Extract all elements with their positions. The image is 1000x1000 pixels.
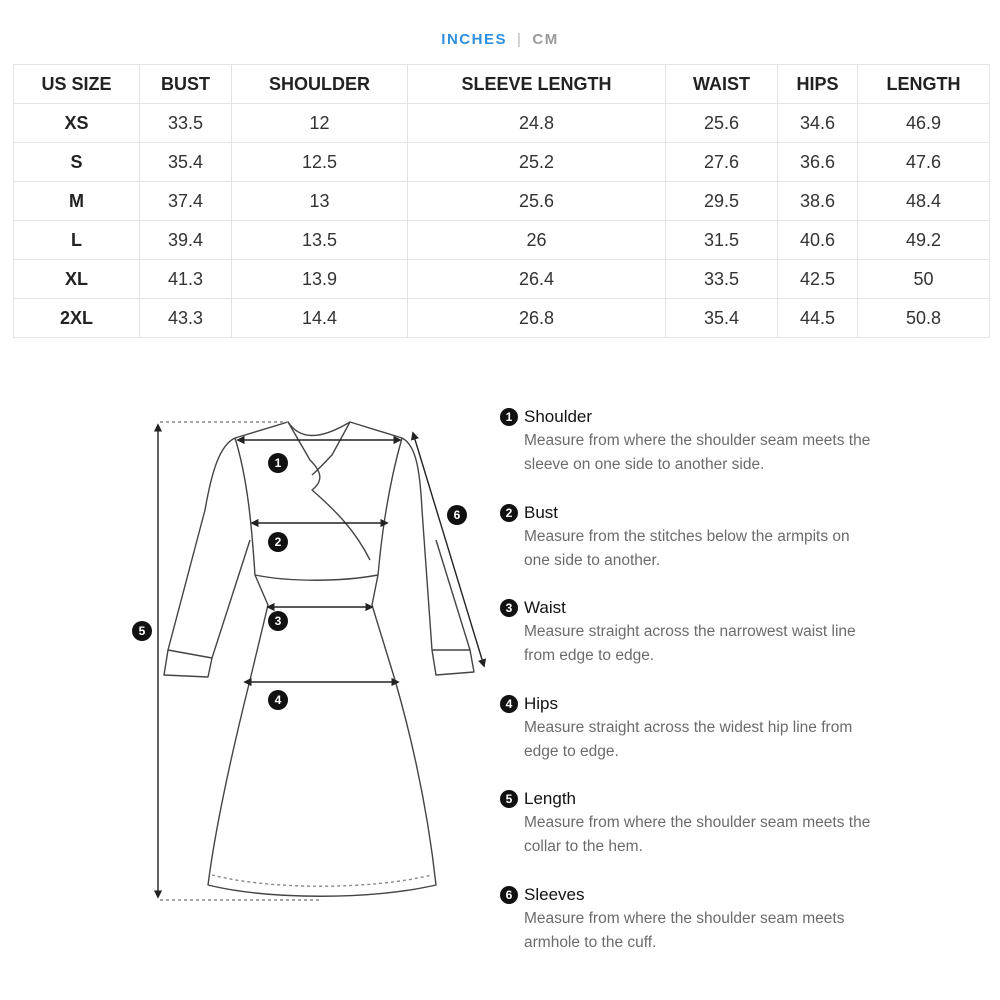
measurement-guide	[500, 405, 980, 978]
header-shoulder: SHOULDER	[232, 65, 408, 104]
size-cell: XL	[14, 260, 140, 299]
waist-cell: 29.5	[666, 182, 778, 221]
sleeve-length-cell: 26	[408, 221, 666, 260]
header-sleeve-length: SLEEVE LENGTH	[408, 65, 666, 104]
shoulder-cell: 13.5	[232, 221, 408, 260]
unit-cm-tab[interactable]: CM	[532, 31, 559, 48]
table-row	[14, 104, 990, 143]
sleeve-length-cell: 26.8	[408, 299, 666, 338]
marker-bust: 2	[274, 535, 282, 549]
hips-cell: 38.6	[778, 182, 858, 221]
guide-title: Sleeves	[524, 884, 585, 904]
guide-title: Shoulder	[524, 407, 593, 426]
shoulder-cell: 14.4	[232, 299, 408, 338]
bust-cell: 35.4	[140, 143, 232, 182]
guide-item-waist	[500, 596, 980, 692]
guide-description: Measure straight across the narrowest waist line from edge to edge.	[524, 623, 856, 664]
table-row	[14, 182, 990, 221]
guide-description: Measure straight across the widest hip line from edge to edge.	[524, 718, 853, 760]
measurement-markers	[132, 453, 467, 710]
table-row	[14, 299, 990, 338]
shoulder-cell: 13.9	[232, 260, 408, 299]
size-cell: S	[14, 143, 140, 182]
guide-description: Measure from where the shoulder seam meets armhole to the cuff.	[524, 909, 845, 951]
length-cell: 50	[858, 260, 990, 299]
hips-cell: 34.6	[778, 104, 858, 143]
unit-separator: |	[516, 31, 523, 48]
waist-cell: 27.6	[666, 143, 778, 182]
guide-title: Hips	[524, 693, 559, 713]
number-badge: 1	[500, 408, 518, 426]
size-cell: M	[14, 182, 140, 221]
sleeve-length-cell: 24.8	[408, 104, 666, 143]
waist-cell: 31.5	[666, 221, 778, 260]
bust-cell: 43.3	[140, 299, 232, 338]
number-badge: 4	[500, 695, 518, 713]
header-hips: HIPS	[778, 65, 858, 104]
guide-item-sleeves	[500, 883, 980, 979]
unit-toggle	[0, 31, 1000, 48]
size-cell: XS	[14, 104, 140, 143]
header-us-size: US SIZE	[14, 65, 140, 104]
dress-measurement-diagram	[120, 400, 490, 920]
shoulder-cell: 12	[232, 104, 408, 143]
waist-cell: 33.5	[666, 260, 778, 299]
size-cell: 2XL	[14, 299, 140, 338]
waist-cell: 25.6	[666, 104, 778, 143]
length-cell: 47.6	[858, 143, 990, 182]
bust-cell: 33.5	[140, 104, 232, 143]
sleeve-length-cell: 25.6	[408, 182, 666, 221]
table-row	[14, 260, 990, 299]
table-row	[14, 221, 990, 260]
number-badge: 2	[500, 504, 518, 522]
guide-description: Measure from where the shoulder seam meets the sleeve on one side to another side.	[524, 432, 871, 473]
marker-shoulder: 1	[274, 456, 282, 470]
table-row	[14, 143, 990, 182]
bust-cell: 41.3	[140, 260, 232, 299]
guide-item-hips	[500, 692, 980, 788]
bust-cell: 39.4	[140, 221, 232, 260]
length-cell: 49.2	[858, 221, 990, 260]
guide-description: Measure from where the shoulder seam meets the collar to the hem.	[524, 814, 871, 855]
header-bust: BUST	[140, 65, 232, 104]
length-cell: 50.8	[858, 299, 990, 338]
sleeve-length-cell: 26.4	[408, 260, 666, 299]
marker-hips: 4	[274, 693, 282, 707]
hips-cell: 42.5	[778, 260, 858, 299]
marker-length: 5	[138, 624, 146, 638]
table-header-row	[14, 65, 990, 104]
number-badge: 3	[500, 599, 518, 617]
unit-inches-tab[interactable]: INCHES	[441, 31, 507, 48]
hips-cell: 36.6	[778, 143, 858, 182]
header-length: LENGTH	[858, 65, 990, 104]
guide-item-shoulder	[500, 405, 980, 501]
guide-title: Waist	[524, 598, 566, 617]
marker-sleeves: 6	[453, 508, 461, 522]
size-chart-table	[13, 64, 990, 338]
shoulder-cell: 12.5	[232, 143, 408, 182]
guide-description: Measure from the stitches below the armpits on one side to another.	[524, 527, 850, 569]
measurement-lines	[158, 425, 484, 897]
size-cell: L	[14, 221, 140, 260]
hips-cell: 40.6	[778, 221, 858, 260]
length-cell: 46.9	[858, 104, 990, 143]
waist-cell: 35.4	[666, 299, 778, 338]
guide-item-length	[500, 787, 980, 883]
hips-cell: 44.5	[778, 299, 858, 338]
number-badge: 5	[500, 790, 518, 808]
dress-outline	[160, 422, 474, 900]
length-cell: 48.4	[858, 182, 990, 221]
shoulder-cell: 13	[232, 182, 408, 221]
number-badge: 6	[500, 886, 518, 904]
bust-cell: 37.4	[140, 182, 232, 221]
sleeve-length-cell: 25.2	[408, 143, 666, 182]
marker-waist: 3	[274, 614, 282, 628]
guide-title: Length	[524, 789, 576, 808]
header-waist: WAIST	[666, 65, 778, 104]
guide-item-bust	[500, 501, 980, 597]
guide-title: Bust	[524, 502, 559, 522]
